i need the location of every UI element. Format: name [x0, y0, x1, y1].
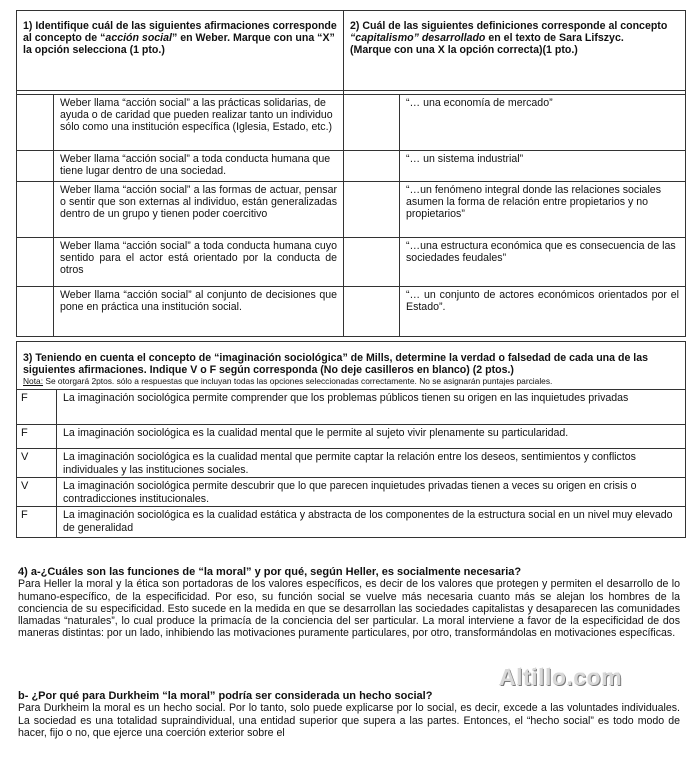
- q2-option: “…una estructura económica que es consecuencia de las sociedades feudales”: [400, 238, 686, 287]
- altillo-logo: Altillo.com: [499, 664, 623, 690]
- q4a-question: 4) a-¿Cuáles son las funciones de “la moral” y por qué, según Heller, es socialmente necesaria?: [18, 566, 522, 578]
- q1-option: Weber llama “acción social” a las prácticas solidarias, de ayuda o de caridad que pueden realizar tanto un individuo sólo como una institución específica (Iglesia, Estado, etc.): [54, 95, 344, 151]
- q1-answer-box[interactable]: [17, 287, 54, 337]
- q3-statement: La imaginación sociológica permite comprender que los problemas públicos tienen su origen en las inquietudes privadas: [57, 390, 686, 425]
- q3-statement: La imaginación sociológica permite descubrir que lo que parecen inquietudes privadas tienen a veces su origen en crisis o contradicciones institucionales.: [57, 478, 686, 507]
- q2-option: “…un fenómeno integral donde las relaciones sociales asumen la forma de relación entre propietarios y no propietarios”: [400, 182, 686, 238]
- q2-answer-box[interactable]: [344, 151, 400, 182]
- q2-option: “… un sistema industrial”: [400, 151, 686, 182]
- q1-option: Weber llama “acción social” a toda conducta humana que tiene lugar dentro de una sociedad.: [54, 151, 344, 182]
- q1-q2-table: [16, 10, 686, 337]
- q1-option: Weber llama “acción social” a toda conducta humana cuyo sentido para el actor está orientado por la conducta de otros: [54, 238, 344, 287]
- q1-answer-box[interactable]: [17, 151, 54, 182]
- q2-answer-box[interactable]: [344, 182, 400, 238]
- q4b-section: [18, 690, 680, 739]
- q3-statement: La imaginación sociológica es la cualidad mental que permite captar la relación entre los deseos, sentimientos y conflictos individuales y las instituciones sociales.: [57, 449, 686, 478]
- q1-option: Weber llama “acción social” al conjunto de decisiones que pone en práctica una institución social.: [54, 287, 344, 337]
- q3-answer-mark[interactable]: F: [17, 507, 57, 538]
- q4b-question: b- ¿Por qué para Durkheim “la moral” podría ser considerada un hecho social?: [18, 690, 433, 702]
- q3-answer-mark[interactable]: F: [17, 425, 57, 449]
- q1-header: 1) Identifique cuál de las siguientes afirmaciones corresponde al concepto de “acción social” en Weber. Marque con una “X” la opción selecciona (1 pto.): [17, 11, 344, 91]
- q3-answer-mark[interactable]: V: [17, 478, 57, 507]
- q3-answer-mark[interactable]: F: [17, 390, 57, 425]
- q2-option: “… un conjunto de actores económicos orientados por el Estado”.: [400, 287, 686, 337]
- q2-header: 2) Cuál de las siguientes definiciones corresponde al concepto “capitalismo” desarrollado en el texto de Sara Lifszyc. (Marque con una X la opción correcta)(1 pto.): [344, 11, 686, 91]
- q2-answer-box[interactable]: [344, 238, 400, 287]
- q4b-answer: Para Durkheim la moral es un hecho social. Por lo tanto, solo puede explicarse por lo social, es decir, excede a las voluntades individuales. La sociedad es una totalidad supraindividual, una entidad superior que supera a las partes. Entonces, el “hecho social” es todo modo de hacer, fijo o no, que ejerce una coerción exterior sobre el: [18, 702, 680, 739]
- q2-answer-box[interactable]: [344, 95, 400, 151]
- q4a-section: [18, 566, 680, 640]
- q3-statement: La imaginación sociológica es la cualidad estática y abstracta de los componentes de la estructura social en un nivel muy elevado de generalidad: [57, 507, 686, 538]
- q4a-answer: Para Heller la moral y la ética son portadoras de los valores específicos, es decir de los valores que protegen y permiten el desarrollo de lo humano-específico, de la especificidad. Por eso, su función social se vuelve más necesaria cuanto más se alejan los hombres de la conciencia de su especificidad. Esto sucede en la medida en que se desarrollan las sociedades capitalistas y desaparecen las comunidades llamadas “naturales”, lo cual produce la primacía de la conciencia del ser particular. La moral interviene a favor de la especificidad de dos maneras distintas: por un lado, inhibiendo las motivaciones puramente particulares, por otro, transformándolas en motivaciones específicas.: [18, 578, 680, 640]
- q3-answer-mark[interactable]: V: [17, 449, 57, 478]
- q1-answer-box[interactable]: [17, 95, 54, 151]
- q2-answer-box[interactable]: [344, 287, 400, 337]
- q3-header: 3) Teniendo en cuenta el concepto de “imaginación sociológica” de Mills, determine la verdad o falsedad de cada una de las siguientes afirmaciones. Indique V o F según corresponda (No deje casilleros en blanco) (2 ptos.) Nota: Se otorgará 2ptos. sólo a respuestas que incluyan todas las opciones seleccionadas correctamente. No se asignarán puntajes parciales.: [17, 342, 686, 390]
- q3-table: [16, 341, 686, 538]
- q1-answer-box[interactable]: [17, 182, 54, 238]
- q2-option: “… una economía de mercado”: [400, 95, 686, 151]
- q3-note: Nota: Se otorgará 2ptos. sólo a respuestas que incluyan todas las opciones seleccionadas correctamente. No se asignarán puntajes parciales.: [23, 376, 553, 387]
- q3-statement: La imaginación sociológica es la cualidad mental que le permite al sujeto vivir plenamente su particularidad.: [57, 425, 686, 449]
- q1-option: Weber llama “acción social” a las formas de actuar, pensar o sentir que son externas al individuo, están generalizadas dentro de un grupo y tienen poder coercitivo: [54, 182, 344, 238]
- q1-answer-box[interactable]: [17, 238, 54, 287]
